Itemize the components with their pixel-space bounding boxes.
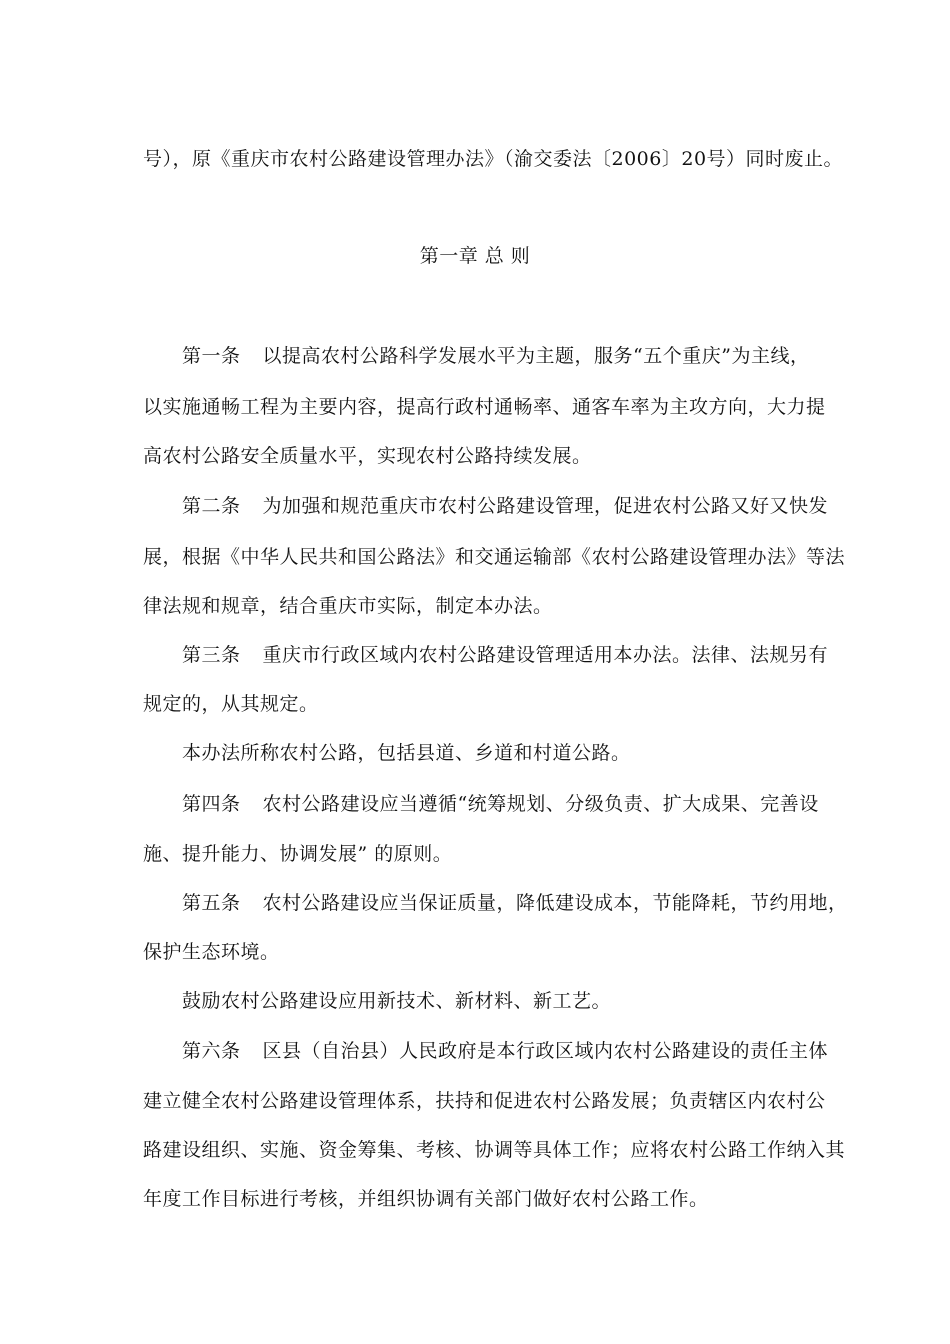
article-4-line-2: 施、提升能力、协调发展” 的原则。	[143, 843, 453, 865]
article-1-line-2: 以实施通畅工程为主要内容，提高行政村通畅率、通客车率为主攻方向，大力提	[143, 396, 826, 418]
paragraph-encourage-new-tech: 鼓励农村公路建设应用新技术、新材料、新工艺。	[182, 990, 612, 1012]
article-6-line-3: 路建设组织、实施、资金筹集、考核、协调等具体工作；应将农村公路工作纳入其	[143, 1139, 846, 1161]
article-2-line-1	[182, 494, 829, 518]
article-6-line-4: 年度工作目标进行考核，并组织协调有关部门做好农村公路工作。	[143, 1188, 709, 1210]
article-2-line-3: 律法规和规章，结合重庆市实际，制定本办法。	[143, 595, 553, 617]
article-3-line-2: 规定的，从其规定。	[143, 693, 319, 715]
article-5-text-1: 农村公路建设应当保证质量，降低建设成本，节能降耗，节约用地，	[262, 892, 848, 914]
chapter-title: 第一章 总 则	[419, 245, 531, 267]
article-6-line-2: 建立健全农村公路建设管理体系，扶持和促进农村公路发展；负责辖区内农村公	[143, 1090, 826, 1112]
article-2-text-1: 为加强和规范重庆市农村公路建设管理，促进农村公路又好又快发	[262, 495, 829, 517]
article-5-line-2: 保护生态环境。	[143, 941, 280, 963]
paragraph-rural-roads-definition: 本办法所称农村公路，包括县道、乡道和村道公路。	[182, 742, 631, 764]
article-6-text-1: 区县（自治县）人民政府是本行政区域内农村公路建设的责任主体	[262, 1040, 829, 1062]
article-1-text-1: 以提高农村公路科学发展水平为主题，服务“五个重庆”为主线，	[262, 345, 810, 367]
article-2-label: 第二条	[182, 495, 241, 517]
article-4-text-1: 农村公路建设应当遵循“统筹规划、分级负责、扩大成果、完善设	[262, 793, 819, 815]
article-1-line-1	[182, 344, 812, 368]
article-3-line-1	[182, 643, 829, 667]
article-6-line-1	[182, 1039, 829, 1063]
article-3-label: 第三条	[182, 644, 241, 666]
article-6-label: 第六条	[182, 1040, 241, 1062]
article-3-text-1: 重庆市行政区域内农村公路建设管理适用本办法。法律、法规另有	[262, 644, 829, 666]
article-5-line-1	[182, 891, 848, 915]
article-5-label: 第五条	[182, 892, 241, 914]
top-fragment-line: 号），原《重庆市农村公路建设管理办法》（渝交委法〔2006〕20号）同时废止。	[143, 148, 844, 170]
article-4-line-1	[182, 792, 819, 816]
article-1-label: 第一条	[182, 345, 241, 367]
article-2-line-2: 展，根据《中华人民共和国公路法》和交通运输部《农村公路建设管理办法》等法	[143, 546, 846, 568]
article-4-label: 第四条	[182, 793, 241, 815]
article-1-line-3: 高农村公路安全质量水平，实现农村公路持续发展。	[143, 445, 592, 467]
